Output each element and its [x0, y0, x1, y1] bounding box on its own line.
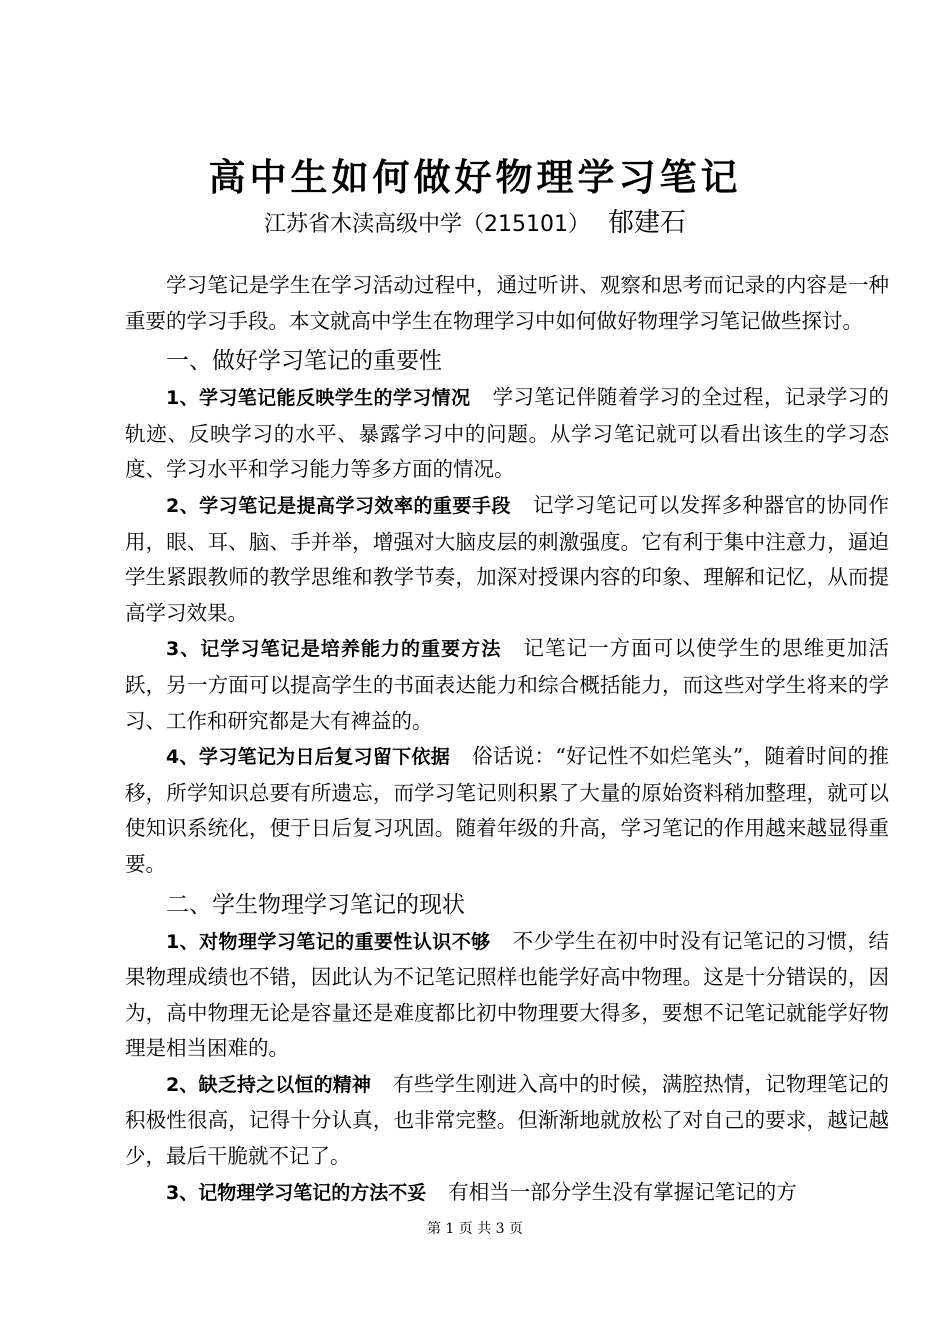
- section-2-heading: 二、学生物理学习笔记的现状: [166, 891, 465, 918]
- author-name: 郁建石: [607, 208, 686, 238]
- item-subheading: 2、学习笔记是提高学习效率的重要手段: [166, 494, 511, 517]
- section-1-item-1: [125, 380, 889, 488]
- item-subheading: 3、记物理学习笔记的方法不妥: [166, 1181, 427, 1204]
- item-text: 不少学生在初中时没有记笔记的习惯，结果物理成绩也不错，因此认为不记笔记照样也能学好高中物理。这是十分错误的，因为，高中物理无论是容量还是难度都比初中物理要大得多，要想不记笔记就能学好物理是相当困难的。: [125, 928, 889, 1061]
- intro-paragraph: 学习笔记是学生在学习活动过程中，通过听讲、观察和思考而记录的内容是一种重要的学习手段。本文就高中学生在物理学习中如何做好物理学习笔记做些探讨。: [125, 273, 889, 333]
- item-subheading: 2、缺乏持之以恒的精神: [166, 1073, 372, 1096]
- section-1-heading: 一、做好学习笔记的重要性: [166, 348, 442, 375]
- item-subheading: 1、学习笔记能反映学生的学习情况: [166, 387, 471, 410]
- item-subheading: 4、学习笔记为日后复习留下依据: [166, 746, 451, 769]
- item-text: 记学习笔记可以发挥多种器官的协同作用，眼、耳、脑、手并举，增强对大脑皮层的刺激强度。它有利于集中注意力，逼迫学生紧跟教师的教学思维和教学节奏，加深对授课内容的印象、理解和记忆，从而提高学习效果。: [125, 492, 889, 625]
- item-subheading: 3、记学习笔记是培养能力的重要方法: [166, 638, 502, 661]
- section-1-item-4: [125, 739, 889, 882]
- document-body: [125, 268, 889, 1211]
- item-text: 有相当一部分学生没有掌握记笔记的方: [448, 1179, 797, 1204]
- item-subheading: 1、对物理学习笔记的重要性认识不够: [166, 930, 491, 953]
- item-text: 学习笔记伴随着学习的全过程，记录学习的轨迹、反映学习的水平、暴露学习中的问题。从学习笔记就可以看出该生的学习态度、学习水平和学习能力等多方面的情况。: [125, 385, 889, 482]
- document-title: 高中生如何做好物理学习笔记: [208, 156, 742, 199]
- author-line: [0, 203, 950, 245]
- section-1-item-2: [125, 488, 889, 631]
- item-text: 俗话说：“好记性不如烂笔头”，随着时间的推移，所学知识总要有所遗忘，而学习笔记则积累了大量的原始资料稍加整理，就可以使知识系统化，便于日后复习巩固。随着年级的升高，学习笔记的作用越来越显得重要。: [125, 744, 889, 876]
- page-footer: 第 1 页 共 3 页: [426, 1221, 524, 1237]
- section-2-item-2: [125, 1067, 889, 1175]
- section-2-item-3: [125, 1175, 889, 1212]
- item-text: 记笔记一方面可以使学生的思维更加活跃，另一方面可以提高学生的书面表达能力和综合概括能力，而这些对学生将来的学习、工作和研究都是大有裨益的。: [125, 636, 889, 733]
- author-school: 江苏省木渎高级中学（215101）: [264, 212, 590, 237]
- item-text: 有些学生刚进入高中的时候，满腔热情，记物理笔记的积极性很高，记得十分认真，也非常完整。但渐渐地就放松了对自己的要求，越记越少，最后干脆就不记了。: [125, 1071, 889, 1169]
- section-2-item-1: [125, 924, 889, 1067]
- section-1-item-3: [125, 631, 889, 739]
